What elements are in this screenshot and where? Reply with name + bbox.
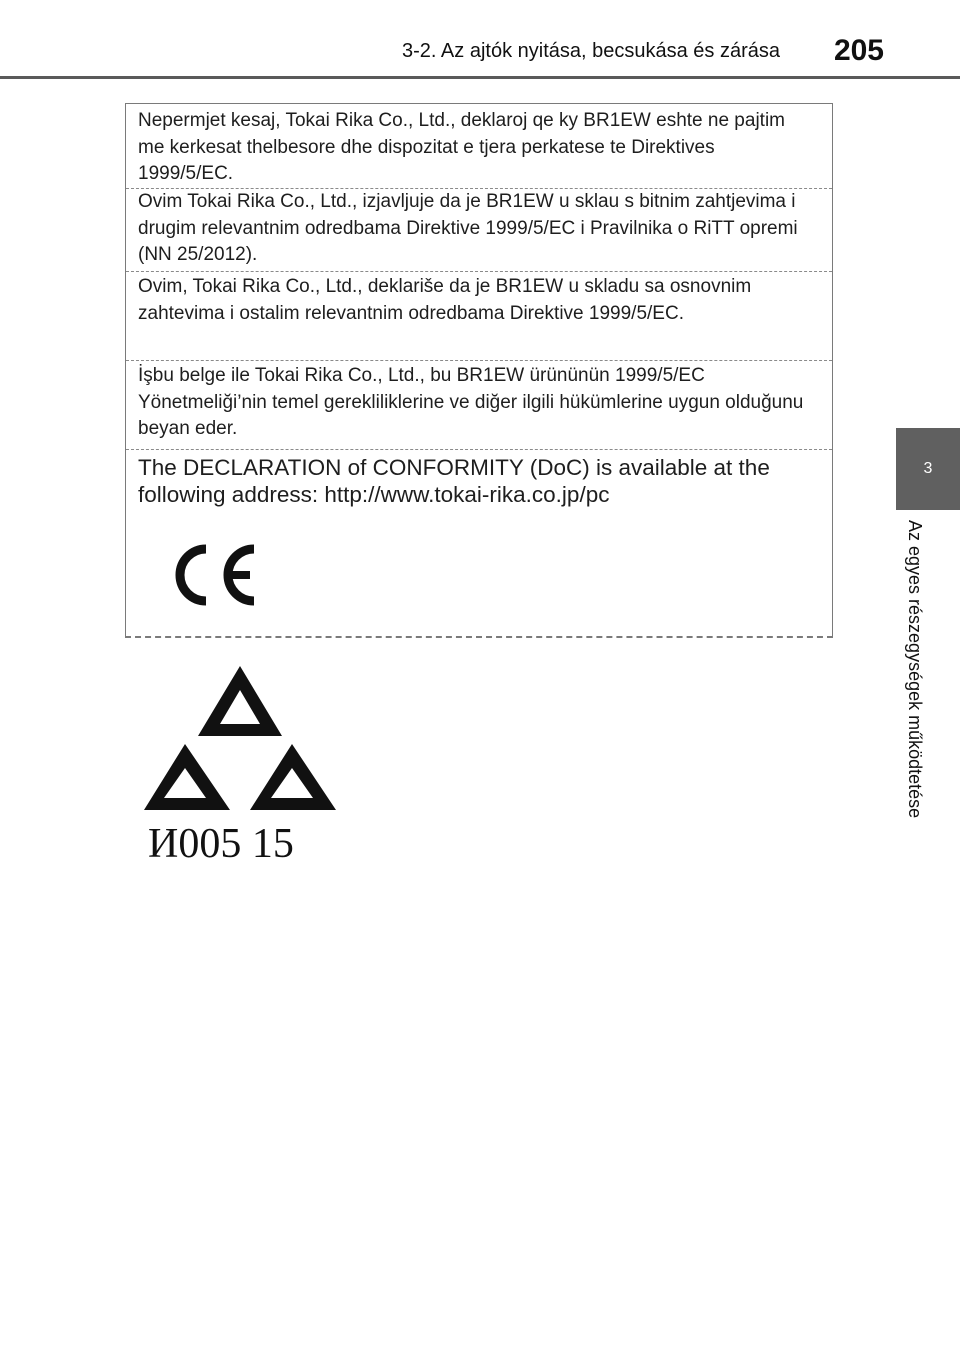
- header-rule: [0, 76, 960, 79]
- divider: [126, 449, 832, 450]
- declaration-turkish: İşbu belge ile Tokai Rika Co., Ltd., bu BR1EW ürününün 1999/5/EC Yönetmeliği’nin temel gerekliliklerine ve diğer ilgili hükümlerine uygun olduğunu beyan eder.: [138, 365, 804, 439]
- section-title: 3-2. Az ajtók nyitása, becsukása és zárása: [402, 40, 780, 62]
- declaration-serbian: Ovim, Tokai Rika Co., Ltd., deklariše da je BR1EW u skladu sa osnovnim zahtevima i ostalim relevantnim odredbama Direktive 1999/5/EC.: [138, 276, 752, 324]
- page-number: 205: [833, 34, 884, 67]
- divider: [126, 271, 832, 272]
- chapter-tab: [896, 428, 960, 510]
- chapter-title: Az egyes részegységek működtetése: [905, 520, 925, 819]
- declaration-croatian: Ovim Tokai Rika Co., Ltd., izjavljuje da je BR1EW u sklau s bitnim zahtjevima i drugim relevantnim odredbama Direktive 1999/5/EC i Pravilnika o RiTT opremi (NN 25/2012).: [138, 191, 798, 265]
- triangle-certification-icon: [140, 660, 340, 810]
- approval-code: И005 15: [148, 821, 294, 867]
- chapter-number: 3: [923, 460, 933, 477]
- doc-notice: The DECLARATION of CONFORMITY (DoC) is available at the following address: http://www.tokai-rika.co.jp/pc: [138, 455, 770, 507]
- ce-mark-icon: [166, 540, 262, 610]
- divider: [126, 360, 832, 361]
- declaration-albanian: Nepermjet kesaj, Tokai Rika Co., Ltd., deklaroj qe ky BR1EW eshte ne pajtim me kerkesat thelbesore dhe dispozitat e tjera perkatese te Direktives 1999/5/EC.: [138, 110, 785, 184]
- declaration-box: [125, 103, 833, 638]
